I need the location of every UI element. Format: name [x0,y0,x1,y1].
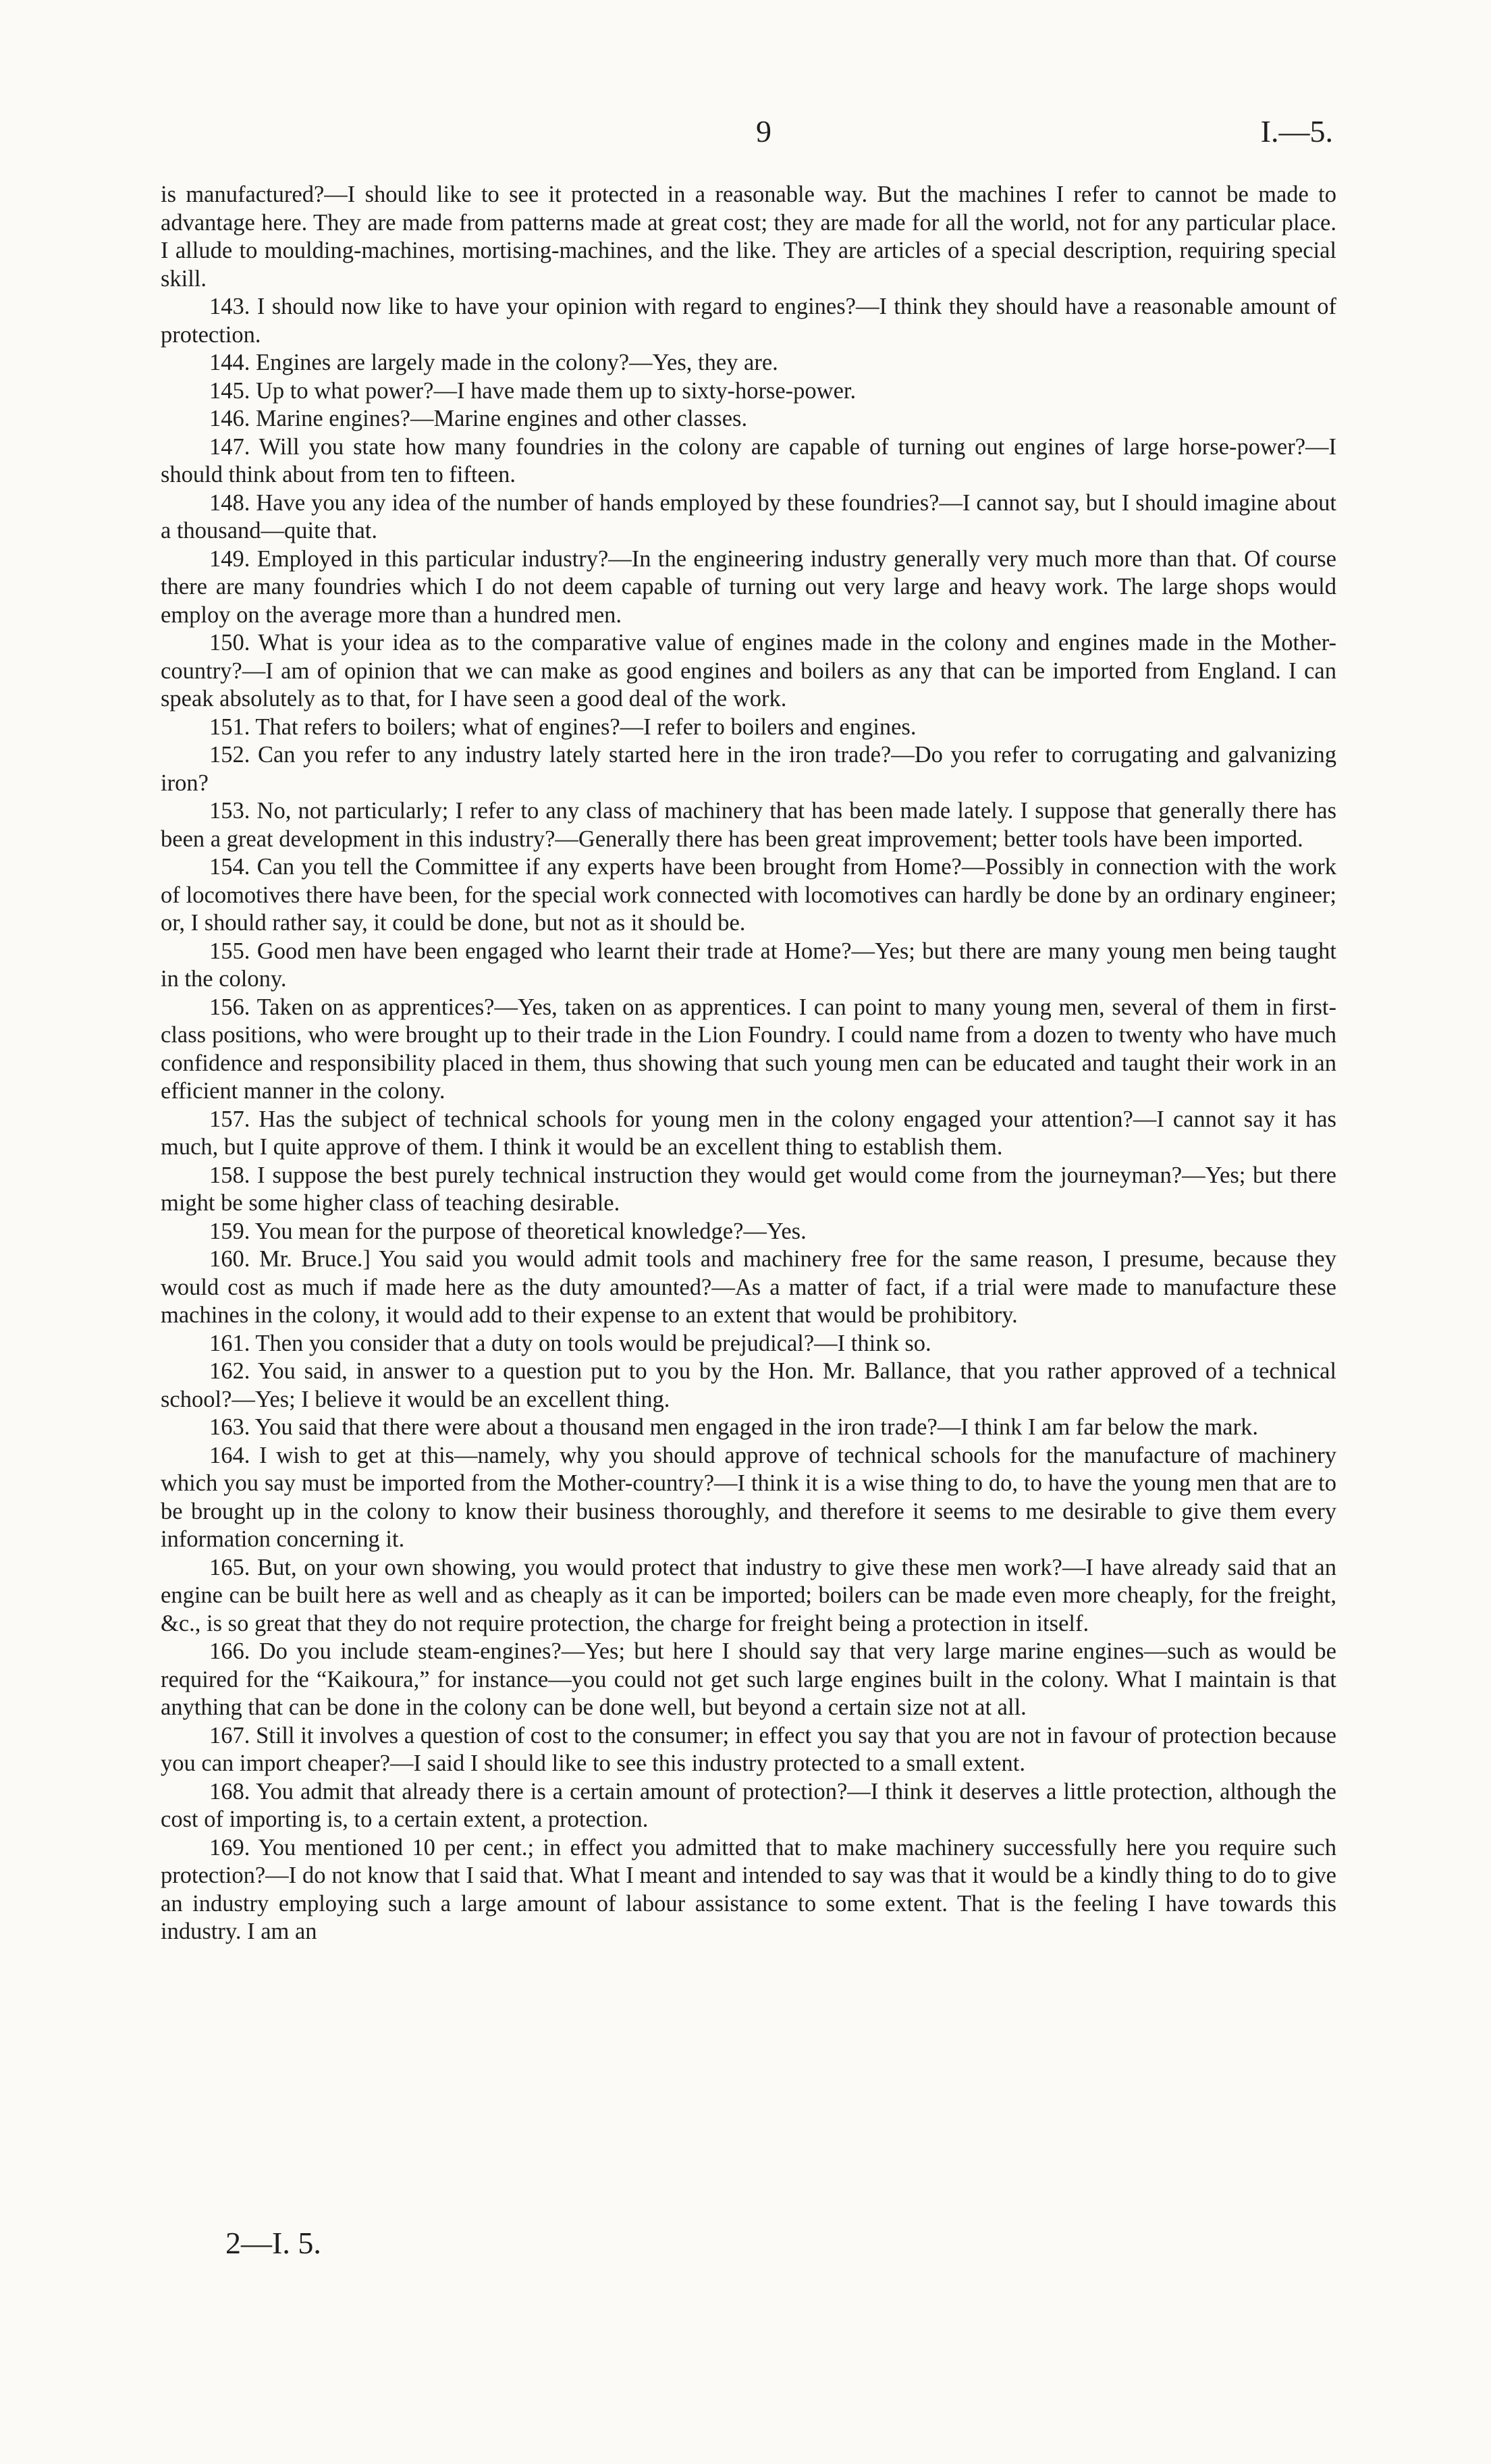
paragraph-152: 152. Can you refer to any industry lately started here in the iron trade?—Do you refer to corrugating and galvanizing iron? [161,742,1336,796]
paragraph-150: 150. What is your idea as to the comparative value of engines made in the colony and engines made in the Mother-country?—I am of opinion that we can make as good engines and boilers as any that can be imported from England. I can speak absolutely as to that, for I have seen a good deal of the work. [161,630,1336,712]
paragraph-143: 143. I should now like to have your opinion with regard to engines?—I think they should have a reasonable amount of protection. [161,294,1336,348]
paragraph-148: 148. Have you any idea of the number of hands employed by these foundries?—I cannot say, but I should imagine about a thousand—quite that. [161,489,1336,543]
paragraph-151: 151. That refers to boilers; what of engines?—I refer to boilers and engines. [209,714,917,740]
paragraph-157: 157. Has the subject of technical schools for young men in the colony engaged your attention?—I cannot say it has much, but I quite approve of them. I think it would be an excellent thing to establish them. [161,1106,1336,1160]
paragraph-158: 158. I suppose the best purely technical instruction they would get would come from the journeyman?—Yes; but there might be some higher class of teaching desirable. [161,1162,1336,1216]
paragraph-164: 164. I wish to get at this—namely, why you should approve of technical schools for the manufacture of machinery which you say must be imported from the Mother-country?—I think it is a wise thing to do, to have the young men that are to be brought up in the colony to know their business thoroughly, and therefore it seems to me desirable to give them every information concerning it. [161,1442,1336,1552]
paragraph-154: 154. Can you tell the Committee if any experts have been brought from Home?—Possibly in connection with the work of locomotives there have been, for the special work connected with locomotives can hardly be done by an ordinary engineer; or, I should rather say, it could be done, but not as it should be. [161,854,1336,936]
paragraph-146: 146. Marine engines?—Marine engines and other classes. [209,406,748,431]
paragraph-161: 161. Then you consider that a duty on tools would be prejudical?—I think so. [209,1330,931,1356]
paper-reference: I.—5. [1260,114,1333,149]
paragraph-continued: is manufactured?—I should like to see it protected in a reasonable way. But the machines I refer to cannot be made to advantage here. They are made from patterns made at great cost; they are made for all the world, not for any particular place. I allude to moulding-machines, mortising-machines, and the like. They are articles of a special description, requiring special skill. [161,182,1336,292]
paragraph-153: 153. No, not particularly; I refer to any class of machinery that has been made lately. I suppose that generally there has been a great development in this industry?—Generally there has been great improvement; better tools have been imported. [161,798,1336,852]
paragraph-167: 167. Still it involves a question of cost to the consumer; in effect you say that you are not in favour of protection because you can import cheaper?—I said I should like to see this industry protected to a small extent. [161,1722,1336,1776]
paragraph-162: 162. You said, in answer to a question put to you by the Hon. Mr. Ballance, that you rather approved of a technical school?—Yes; I believe it would be an excellent thing. [161,1358,1336,1412]
page-signature: 2—I. 5. [225,2226,321,2260]
paragraph-169: 169. You mentioned 10 per cent.; in effect you admitted that to make machinery successfully here you require such protection?—I do not know that I said that. What I meant and intended to say was that it would be a kindly thing to do to give an industry employing such a large amount of labour assistance to some extent. That is the feeling I have towards this industry. I am an [161,1834,1336,1944]
paragraph-165: 165. But, on your own showing, you would protect that industry to give these men work?—I have already said that an engine can be built here as well and as cheaply as it can be imported; boilers can be made even more cheaply, for the freight, &c., is so great that they do not require protection, the charge for freight being a protection in itself. [161,1554,1336,1636]
paragraph-147: 147. Will you state how many foundries in the colony are capable of turning out engines of large horse-power?—I should think about from ten to fifteen. [161,433,1336,487]
paragraph-168: 168. You admit that already there is a certain amount of protection?—I think it deserves a little protection, although the cost of importing is, to a certain extent, a protection. [161,1778,1336,1832]
paragraph-166: 166. Do you include steam-engines?—Yes; but here I should say that very large marine engines—such as would be required for the “Kaikoura,” for instance—you could not get such large engines built in the colony. What I maintain is that anything that can be done in the colony can be done well, but beyond a certain size not at all. [161,1638,1336,1720]
paragraph-155: 155. Good men have been engaged who learnt their trade at Home?—Yes; but there are many young men being taught in the colony. [161,938,1336,992]
paragraph-163: 163. You said that there were about a thousand men engaged in the iron trade?—I think I am far below the mark. [209,1414,1258,1440]
paragraph-145: 145. Up to what power?—I have made them up to sixty-horse-power. [209,377,857,404]
paragraph-159: 159. You mean for the purpose of theoretical knowledge?—Yes. [209,1218,807,1244]
paragraph-160: 160. Mr. Bruce.] You said you would admit tools and machinery free for the same reason, I presume, because they would cost as much if made here as the duty amounted?—As a matter of fact, if a trial were made to manufacture these machines in the colony, it would add to their expense to an extent that would be prohibitory. [161,1246,1336,1328]
page-number: 9 [756,114,771,149]
paragraph-156: 156. Taken on as apprentices?—Yes, taken on as apprentices. I can point to many young men, several of them in first-class positions, who were brought up to their trade in the Lion Foundry. I could name from a dozen to twenty who have much confidence and responsibility placed in them, thus showing that such young men can be educated and taught their work in an efficient manner in the colony. [161,994,1336,1104]
paragraph-144: 144. Engines are largely made in the colony?—Yes, they are. [209,350,778,375]
body-text [161,181,1336,1946]
page-header [0,113,1491,154]
paragraph-149: 149. Employed in this particular industry?—In the engineering industry generally very much more than that. Of course there are many foundries which I do not deem capable of turning out very large and heavy work. The large shops would employ on the average more than a hundred men. [161,545,1336,628]
